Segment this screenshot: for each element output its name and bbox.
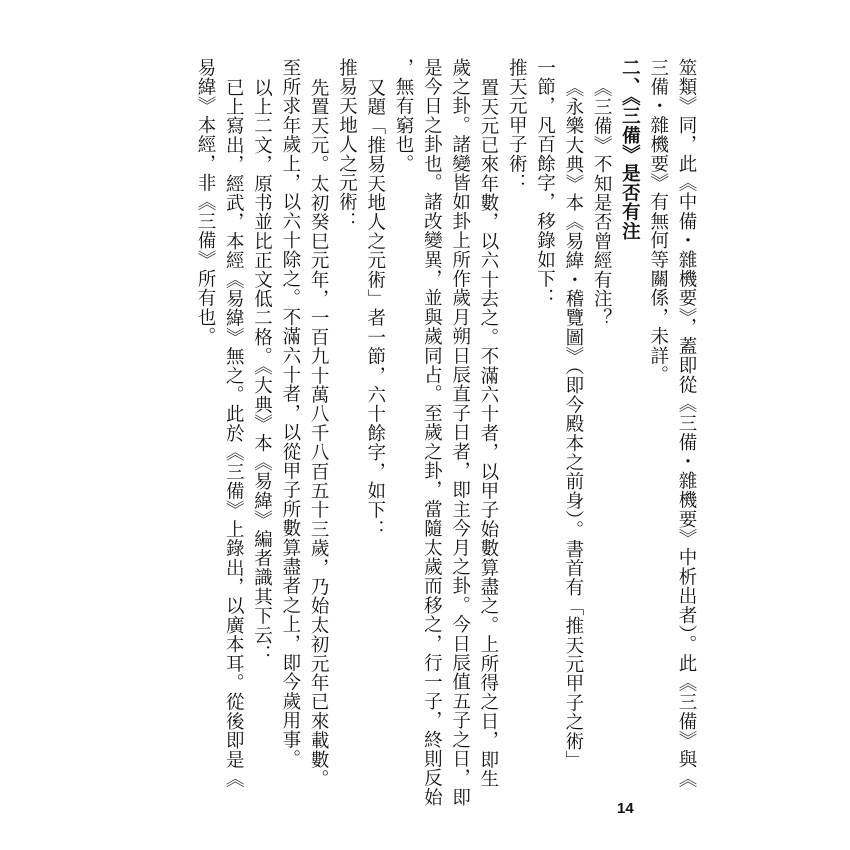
text-line: 歲之卦。諸變皆如卦上所作歲月朔日辰直子日者，即主今月之卦。今日辰值五子之日，即	[449, 58, 471, 807]
text-line: ，無有窮也。	[393, 58, 415, 174]
text-line: 是今日之卦也。諸改變異，並與歲同占。至歲之卦，當隨太歲而移之，行一子，終則反始	[421, 58, 443, 807]
text-line: 置天元已來年數，以六十去之。不滿六十者，以甲子始數算盡之。上所得之日，即生	[477, 78, 499, 789]
subheading: 推天元甲子術：	[506, 58, 528, 193]
text-line: 以上二文，原书並比正文低二格。《大典》本《易緯》編者識其下云：	[251, 78, 273, 665]
subheading: 推易天地人之元術：	[336, 58, 358, 231]
text-line: 三備・雜機要》有無何等關係，未詳。	[647, 58, 669, 385]
page-number: 14	[617, 800, 634, 817]
text-line: 《三備》不知是否曾經有注？	[591, 78, 613, 328]
text-line: 筮類》同，此《中備・雜機要》，蓋即從《三備・雜機要》中析出者）。此《三備》與《	[676, 58, 697, 789]
text-line: 易緯》本經，非《三備》所有也。	[194, 58, 216, 346]
vertical-text-body	[191, 58, 700, 807]
text-line: 一節，凡百餘字，移錄如下：	[534, 58, 556, 308]
text-line: 《永樂大典》本《易緯・稽覽圖》（即今殿本之前身）。書首有「推天元甲子之術」	[562, 78, 584, 771]
section-heading: 二、《三備》是否有注	[619, 58, 641, 241]
text-line: 先置天元。太初癸巳元年，一百九十萬八千八百五十三歲，乃始太初元年已來載數。	[308, 78, 330, 789]
text-line: 至所求年歲上，以六十除之。不滿六十者，以從甲子所數算盡者之上，即今歲用事。	[279, 58, 301, 769]
text-line: 又題「推易天地人之元術」者一節，六十餘字，如下：	[364, 78, 386, 540]
text-line: 已上寫出，經武，本經《易緯》無之。此於《三備》上錄出，以廣本耳。從後即是《	[223, 78, 245, 789]
